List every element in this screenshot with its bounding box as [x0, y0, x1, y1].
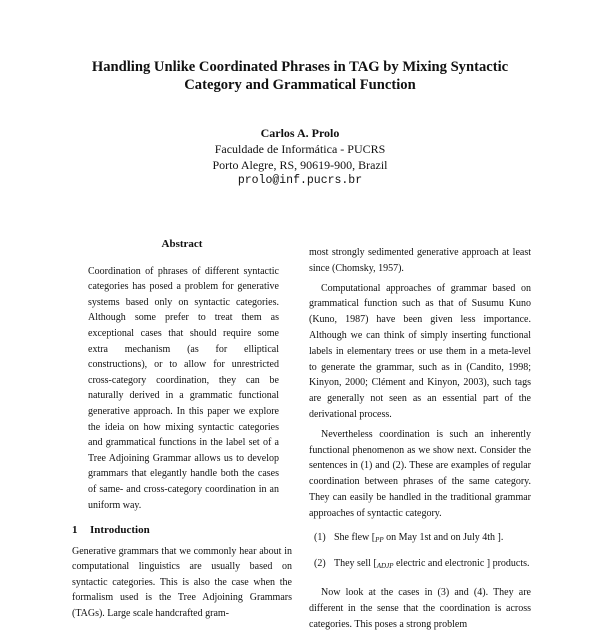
- example-1: [314, 530, 531, 549]
- paragraph-cross-category: Now look at the cases in (3) and (4). They are different in the sense that the coordination is across categories. This poses a strong problem: [309, 587, 531, 630]
- author-block: [0, 125, 600, 189]
- example-2-subscript: ADJP: [376, 562, 394, 571]
- paragraph-coordination: Nevertheless coordination is such an inherently functional phenomenon as we show next. Consider the sentences in (1) and (2). These are examples of regular coordination between phrases of the same category. They can easily be handled in the traditional grammar approaches of syntactic category.: [309, 428, 531, 519]
- author-name: Carlos A. Prolo: [260, 126, 340, 140]
- abstract-heading: Abstract: [161, 238, 203, 250]
- example-2: [314, 556, 531, 575]
- example-2-text: They sell [$_{ADJP}$ electric and electronic ] products.: [334, 558, 530, 571]
- paragraph-continued: most strongly sedimented generative approach at least since (Chomsky, 1957).: [309, 247, 531, 274]
- section-number: 1: [72, 524, 78, 537]
- author-address: Porto Alegre, RS, 90619-900, Brazil: [212, 158, 388, 172]
- section-heading: [72, 523, 292, 539]
- example-1-subscript: PP: [375, 535, 384, 544]
- author-email: prolo@inf.pucrs.br: [237, 174, 363, 187]
- paragraph-computational: Computational approaches of grammar based on grammatical function such as that of Susumu Kuno (Kuno, 1987) have been given less importance. Although we can think of simply inserting functional labels in elementary trees or use them in a meta-level to generate the grammar, such as in (Candito, 1998; Kinyon, 2000; Clément and Kinyon, 2003), such tags are generally not seen as an essential part of the derivational process.: [309, 282, 531, 420]
- section-title: Introduction: [90, 524, 150, 537]
- left-column: [72, 237, 292, 622]
- example-1-text: She flew [$_{PP}$ on May 1st and on July 4th ].: [334, 531, 504, 544]
- right-column: [309, 245, 531, 633]
- intro-paragraph: Generative grammars that we commonly hear about in computational linguistics are usually based on syntactic categories. This is also the case when the formalism used is the Tree Adjoining Grammars (TAGs). Large scale handcrafted gram-: [72, 545, 292, 620]
- paper-title: [0, 58, 600, 94]
- title-line-1: Handling Unlike Coordinated Phrases in TAG by Mixing Syntactic: [91, 59, 509, 75]
- abstract-text: Coordination of phrases of different syntactic categories has posed a problem for generative systems based only on syntactic categories. Although some prefer to treat them as exceptional cases that should require some extra mechanism (as for elliptical constructions), or to allow for unrestricted cross-category coordination, they can be naturally derived in a grammatic functional generative approach. In this paper we explore the ideia on how mixing syntactic categories and grammatical functions in the label set of a Tree Adjoining Grammar allows us to develop grammars that elegantly handle both the cases of same- and cross-category coordination in an uniform way.: [88, 265, 279, 511]
- example-2-label: (2): [314, 558, 326, 570]
- title-line-2: Category and Grammatical Function: [184, 77, 416, 93]
- example-1-label: (1): [314, 531, 326, 543]
- author-affiliation: Faculdade de Informática - PUCRS: [214, 142, 386, 156]
